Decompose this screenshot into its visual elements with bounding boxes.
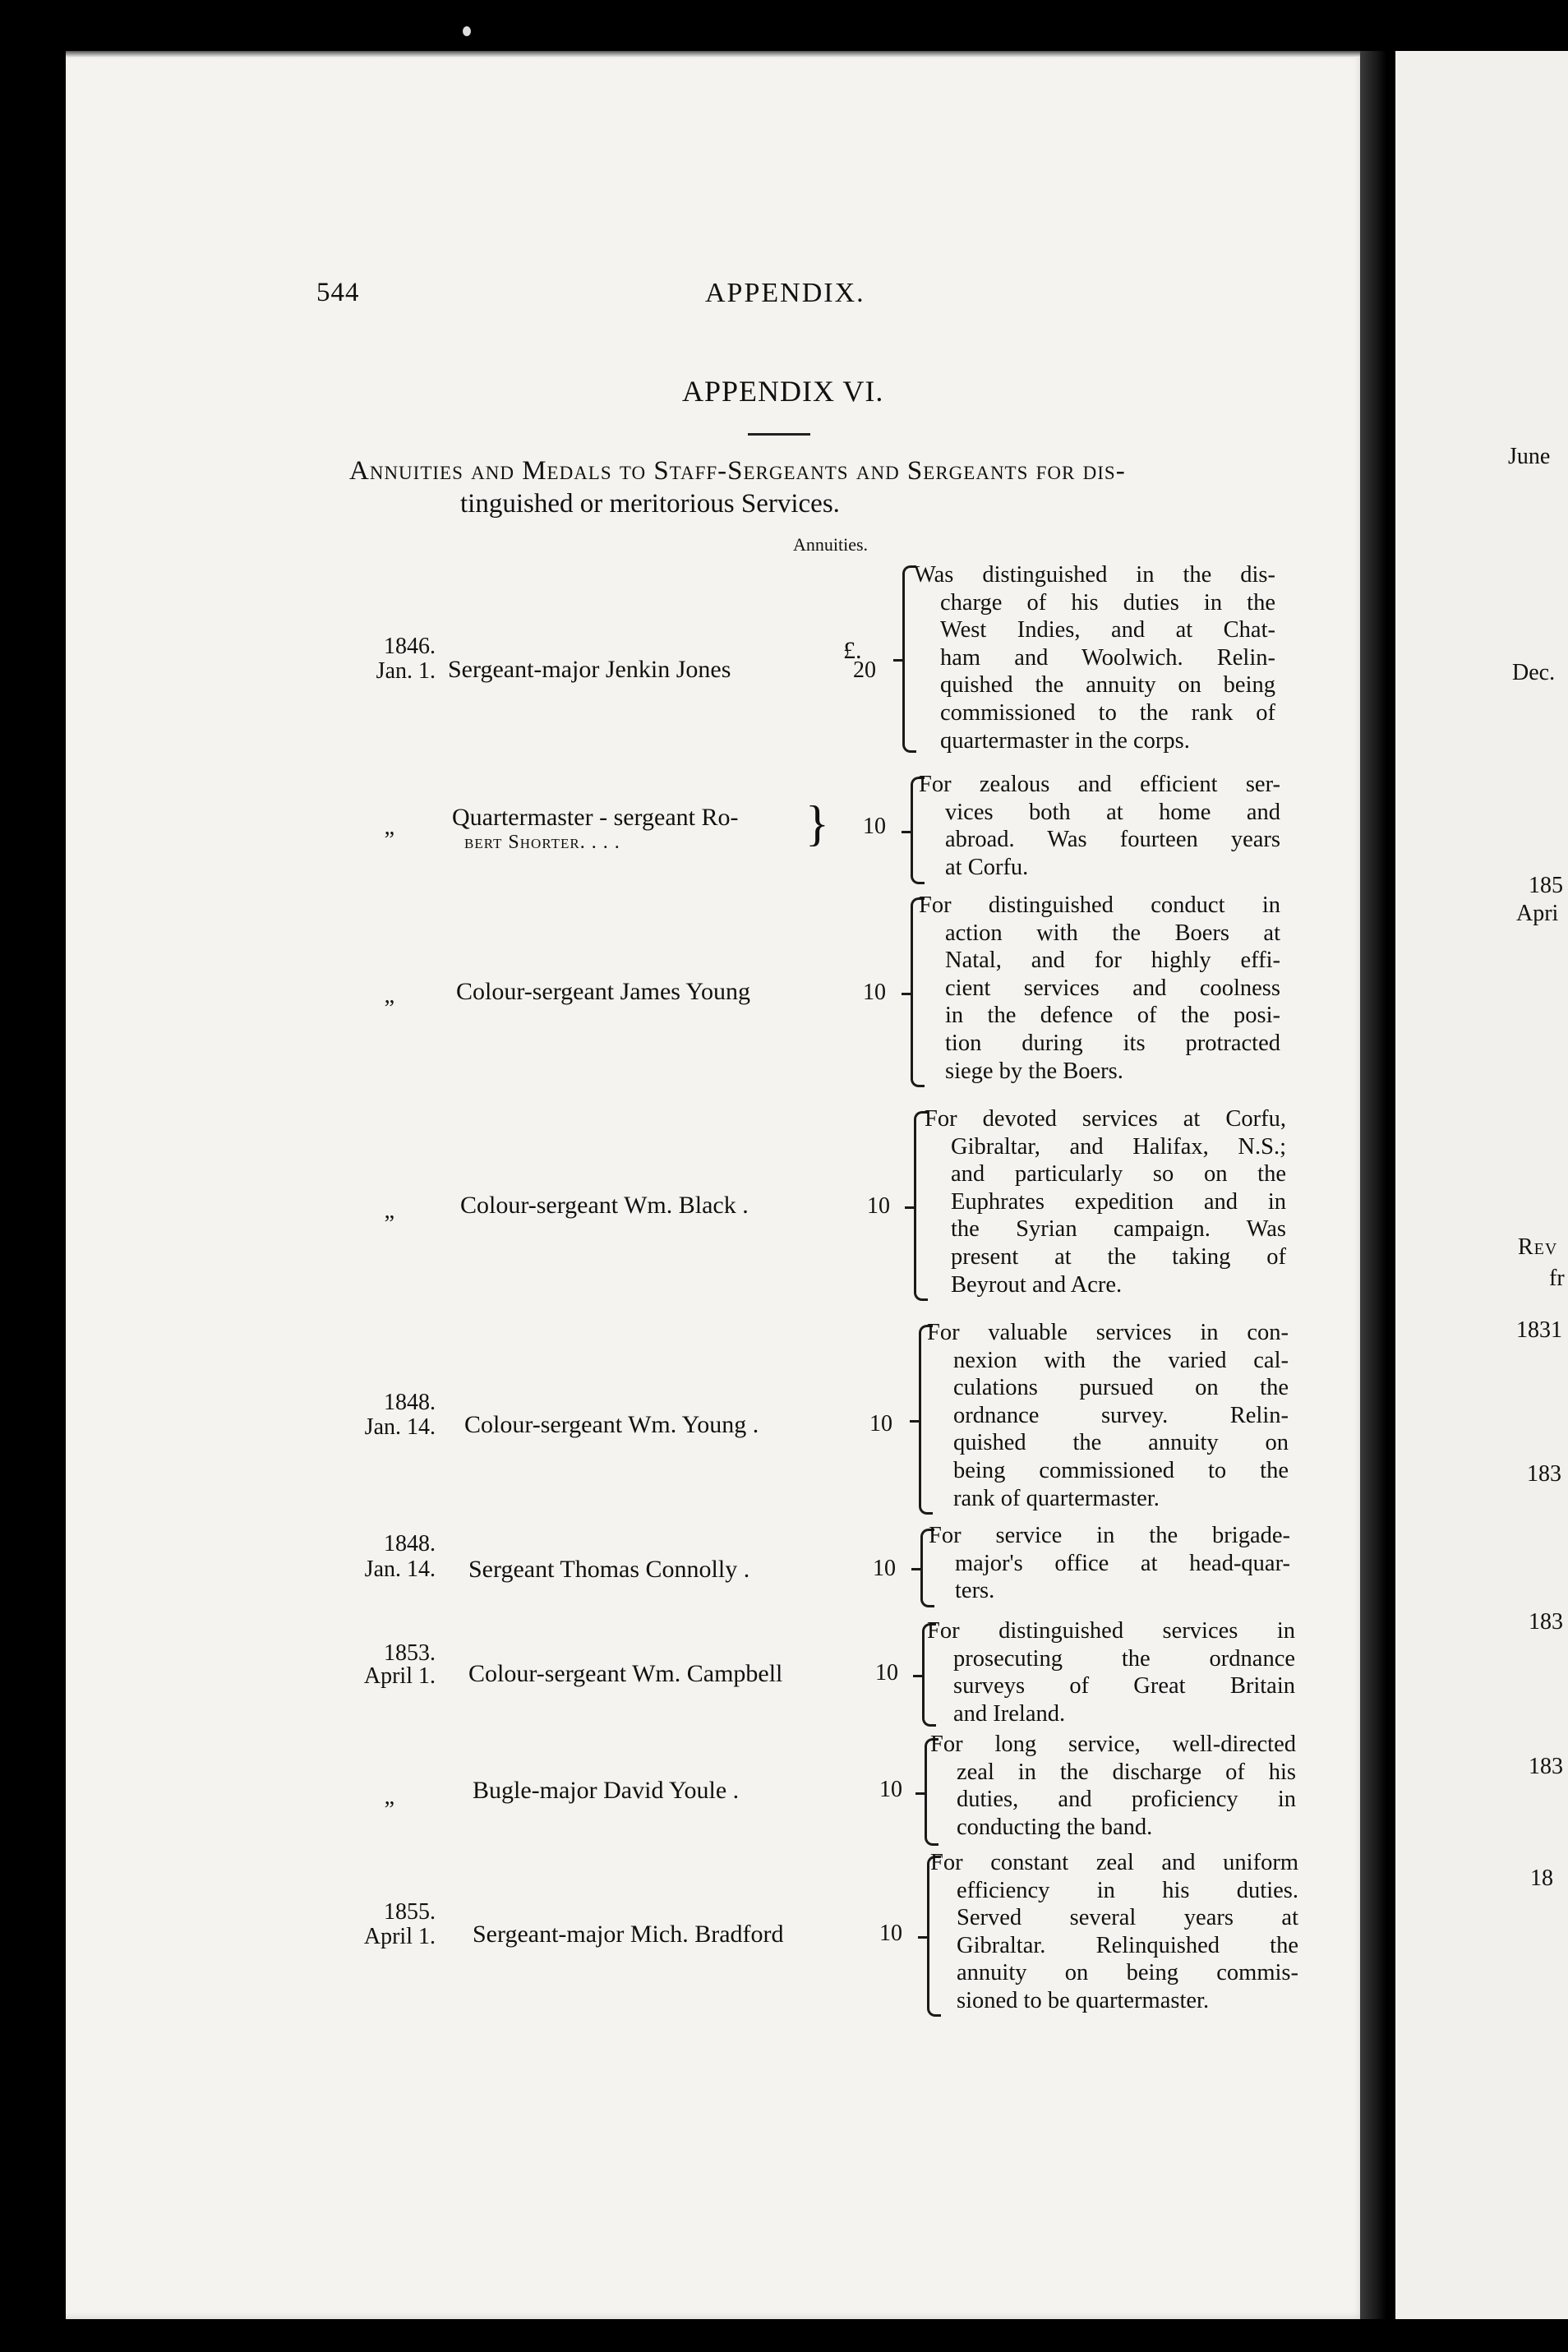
entry-name: Sergeant-major Mich. Bradford — [473, 1921, 784, 1948]
description-line: ordnance survey. Relin- — [953, 1402, 1289, 1428]
description-line: abroad. Was fourteen years — [945, 827, 1280, 853]
right-page-fragment: fr — [1549, 1266, 1565, 1291]
entry-description — [927, 1319, 1289, 1512]
description-line: conducting the band. — [957, 1814, 1153, 1840]
entry-amount: 10 — [863, 814, 886, 839]
description-line: For devoted services at Corfu, — [925, 1106, 1286, 1132]
entry-amount: 10 — [873, 1556, 896, 1581]
description-line: prosecuting the ordnance — [953, 1645, 1295, 1672]
entry-description — [929, 1522, 1290, 1605]
name-brace: } — [805, 796, 829, 851]
right-page-fragment: Dec. — [1512, 660, 1556, 685]
description-line: and particularly so on the — [951, 1161, 1286, 1188]
entry-amount: 10 — [869, 1411, 892, 1437]
entry-name-line-2: bert Shorter. . . . — [464, 832, 620, 853]
description-line: and Ireland. — [953, 1700, 1066, 1727]
entry-year: 1848. — [384, 1390, 436, 1415]
entry-name: Sergeant-major Jenkin Jones — [448, 656, 731, 683]
description-line: commissioned to the rank of — [940, 699, 1275, 726]
right-page-fragment: 1831 — [1516, 1317, 1562, 1343]
description-line: For valuable services in con- — [927, 1320, 1289, 1345]
description-line: quartermaster in the corps. — [940, 727, 1190, 754]
page-number: 544 — [316, 278, 360, 307]
description-line: Was distinguished in the dis- — [914, 562, 1275, 588]
intro-line-1: Annuities and Medals to Staff-Sergeants and Sergeants for dis- — [349, 456, 1126, 486]
ditto-mark: „ — [384, 814, 394, 840]
description-line: For constant zeal and uniform — [930, 1850, 1298, 1875]
ditto-mark: „ — [384, 1198, 394, 1224]
description-line: the Syrian campaign. Was — [951, 1216, 1286, 1243]
intro-line-2: tinguished or meritorious Services. — [460, 489, 840, 519]
book-spine — [1360, 51, 1386, 2319]
description-line: nexion with the varied cal- — [953, 1347, 1289, 1373]
entry-name: Sergeant Thomas Connolly . — [468, 1556, 750, 1583]
entry-description — [925, 1105, 1286, 1298]
description-line: surveys of Great Britain — [953, 1673, 1295, 1699]
entry-date: Jan. 14. — [364, 1414, 436, 1440]
entry-description — [919, 771, 1280, 881]
description-line: culations pursued on the — [953, 1375, 1289, 1401]
entry-year: 1846. — [384, 634, 436, 659]
appendix-title: APPENDIX VI. — [682, 375, 884, 408]
entry-description — [919, 892, 1280, 1085]
description-line: sioned to be quartermaster. — [957, 1987, 1210, 2013]
right-page-fragment: 18 — [1530, 1865, 1553, 1891]
entry-description — [930, 1731, 1296, 1841]
entry-date: Jan. 14. — [364, 1556, 436, 1582]
entry-name: Colour-sergeant Wm. Black . — [460, 1192, 749, 1219]
entry-amount: 10 — [875, 1660, 898, 1686]
entry-year: 1848. — [384, 1531, 436, 1556]
page-edge — [66, 51, 1366, 58]
description-line: ham and Woolwich. Relin- — [940, 644, 1275, 671]
description-line: Beyrout and Acre. — [951, 1271, 1123, 1298]
entry-description — [927, 1617, 1295, 1727]
description-line: zeal in the discharge of his — [957, 1759, 1296, 1785]
entry-description — [914, 561, 1275, 754]
right-page-fragment: Rev — [1518, 1234, 1558, 1260]
entry-amount: 10 — [879, 1921, 902, 1946]
description-line: in the defence of the posi- — [945, 1003, 1280, 1029]
description-line: at Corfu. — [945, 854, 1029, 880]
description-line: major's office at head-quar- — [955, 1550, 1290, 1576]
entry-date: April 1. — [363, 1663, 436, 1689]
entry-name: Colour-sergeant Wm. Campbell — [468, 1660, 783, 1687]
description-line: being commissioned to the — [953, 1457, 1289, 1483]
column-header-annuities: Annuities. — [793, 534, 869, 555]
description-line: rank of quartermaster. — [953, 1485, 1160, 1511]
description-line: For long service, well-directed — [930, 1732, 1296, 1757]
description-line: charge of his duties in the — [940, 589, 1275, 616]
description-line: Served several years at — [957, 1905, 1298, 1931]
entry-name: Bugle-major David Youle . — [473, 1777, 740, 1804]
currency-symbol: £. — [843, 637, 862, 664]
right-page-fragment: 185 — [1529, 873, 1563, 898]
scan-speck — [463, 26, 471, 36]
entry-description — [930, 1849, 1298, 2015]
entry-name: Colour-sergeant Wm. Young . — [464, 1411, 759, 1438]
description-line: tion during its protracted — [945, 1030, 1280, 1056]
right-page-fragment: 183 — [1529, 1609, 1563, 1635]
entry-amount: 20 — [853, 657, 876, 683]
description-line: efficiency in his duties. — [957, 1877, 1298, 1903]
entry-year: 1853. — [384, 1640, 436, 1666]
description-line: Gibraltar. Relinquished the — [957, 1932, 1298, 1958]
right-page-fragment: 183 — [1529, 1754, 1563, 1779]
entry-date: April 1. — [363, 1924, 436, 1949]
description-line: quished the annuity on — [953, 1430, 1289, 1456]
entry-amount: 10 — [863, 980, 886, 1005]
entry-amount: 10 — [867, 1193, 890, 1219]
right-page-fragment: June — [1508, 444, 1551, 469]
entry-amount: 10 — [879, 1777, 902, 1802]
right-page-fragment: Apri — [1516, 901, 1559, 926]
right-page-fragment: 183 — [1527, 1461, 1561, 1487]
description-line: duties, and proficiency in — [957, 1787, 1296, 1813]
description-line: action with the Boers at — [945, 920, 1280, 946]
description-line: Gibraltar, and Halifax, N.S.; — [951, 1133, 1286, 1160]
description-line: annuity on being commis- — [957, 1960, 1298, 1986]
entry-date: Jan. 1. — [376, 658, 436, 684]
ditto-mark: „ — [384, 983, 394, 1008]
description-line: For distinguished services in — [927, 1618, 1295, 1644]
description-line: For distinguished conduct in — [919, 892, 1280, 918]
ditto-mark: „ — [384, 1784, 394, 1810]
description-line: For zealous and efficient ser- — [919, 772, 1280, 797]
description-line: cient services and coolness — [945, 975, 1280, 1001]
description-line: present at the taking of — [951, 1243, 1286, 1270]
description-line: West Indies, and at Chat- — [940, 617, 1275, 643]
running-title: APPENDIX. — [705, 278, 865, 308]
right-page — [1395, 51, 1568, 2319]
description-line: quished the annuity on being — [940, 672, 1275, 699]
description-line: siege by the Boers. — [945, 1058, 1123, 1084]
title-rule — [748, 433, 810, 436]
description-line: ters. — [955, 1578, 995, 1604]
entry-year: 1855. — [384, 1899, 436, 1925]
description-line: vices both at home and — [945, 799, 1280, 825]
description-line: Natal, and for highly effi- — [945, 948, 1280, 974]
entry-name-line-1: Quartermaster - sergeant Ro- — [452, 804, 739, 831]
description-line: For service in the brigade- — [929, 1523, 1290, 1548]
entry-name: Colour-sergeant James Young — [456, 978, 750, 1005]
description-line: Euphrates expedition and in — [951, 1188, 1286, 1215]
